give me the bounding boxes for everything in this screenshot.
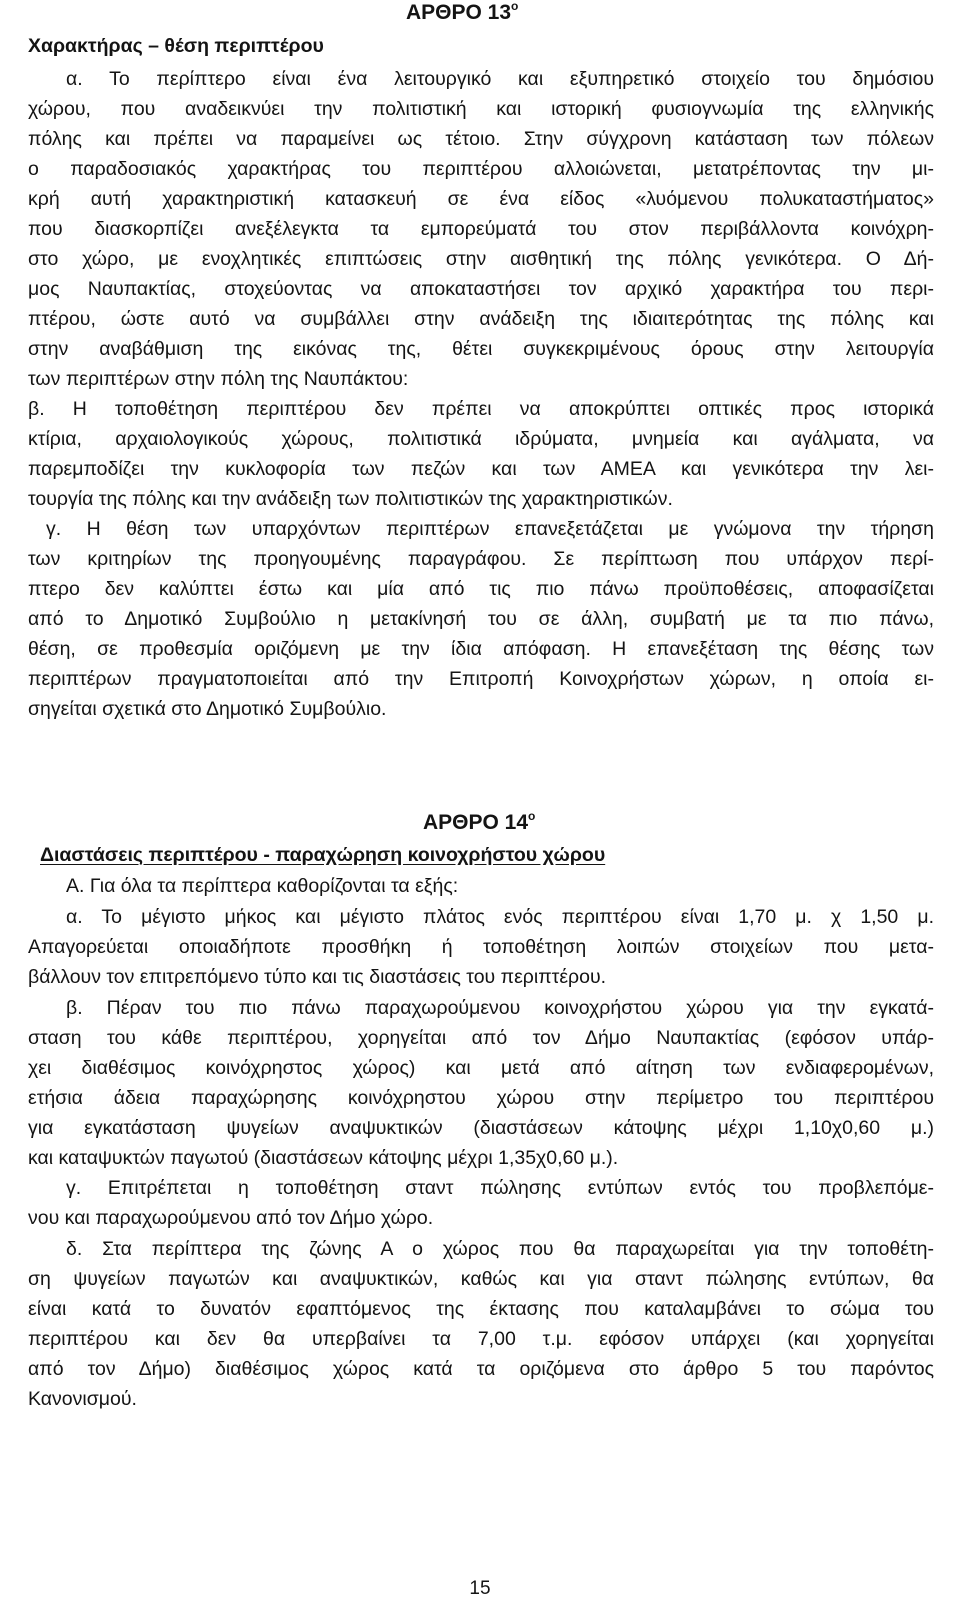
article-14-line: από τον Δήμο) διαθέσιμος χώρος κατά τα οριζόμενα στο άρθρο 5 του παρόντος bbox=[28, 1358, 934, 1380]
article-13-heading: ΑΡΘΡΟ $13^o$ bbox=[406, 0, 519, 24]
article-14-line: σταση του κάθε περιπτέρου, χορηγείται από τον Δήμο Ναυπακτίας (εφόσον υπάρ- bbox=[28, 1027, 934, 1049]
article-14-line: και καταψυκτών παγωτού (διαστάσεων κάτοψης μέχρι 1,35χ0,60 μ.). bbox=[28, 1147, 619, 1169]
article-13-line: των περιπτέρων στην πόλη της Ναυπάκτου: bbox=[28, 368, 409, 390]
article-14-line: Απαγορεύεται οποιαδήποτε προσθήκη ή τοποθέτηση λοιπών στοιχείων που μετα- bbox=[28, 936, 934, 958]
article-13-line: πτερο δεν καλύπτει έστω και μία από τις πιο πάνω προϋποθέσεις, αποφασίζεται bbox=[28, 578, 934, 600]
article-13-subtitle: Χαρακτήρας – θέση περιπτέρου bbox=[28, 35, 324, 57]
article-13-line: πόλης και πρέπει να παραμείνει ως τέτοιο. Στην σύγχρονη κατάσταση των πόλεων bbox=[28, 128, 934, 150]
article-13-line: τουργία της πόλης και την ανάδειξη των πολιτιστικών της χαρακτηριστικών. bbox=[28, 488, 673, 510]
article-13-line: α. Το περίπτερο είναι ένα λειτουργικό και εξυπηρετικό στοιχείο του δημόσιου bbox=[66, 68, 934, 90]
article-13-line: στην αναβάθμιση της εικόνας της, θέτει συγκεκριμένους όρους στην λειτουργία bbox=[28, 338, 934, 360]
article-13-line: ο παραδοσιακός χαρακτήρας του περιπτέρου αλλοιώνεται, μετατρέποντας την μι- bbox=[28, 158, 934, 180]
article-13-line: γ. Η θέση των υπαρχόντων περιπτέρων επανεξετάζεται με γνώμονα την τήρηση bbox=[46, 518, 934, 540]
article-13-line: που διασκορπίζει ανεξέλεγκτα τα εμπορεύματά του στον περιβάλλοντα κοινόχρη- bbox=[28, 218, 934, 240]
article-13-line: στο χώρο, με ενοχλητικές επιπτώσεις στην αισθητική της πόλης γενικότερα. Ο Δή- bbox=[28, 248, 934, 270]
article-13-line: θέση, σε προθεσμία οριζόμενη με την ίδια απόφαση. Η επανεξέταση της θέσης των bbox=[28, 638, 934, 660]
article-14-line: ετήσια άδεια παραχώρησης κοινόχρηστου χώρου στην περίμετρο του περιπτέρου bbox=[28, 1087, 934, 1109]
article-14-line: χει διαθέσιμος κοινόχρηστος χώρος) και μετά από αίτηση των ενδιαφερομένων, bbox=[28, 1057, 934, 1079]
article-14-line: β. Πέραν του πιο πάνω παραχωρούμενου κοινοχρήστου χώρου για την εγκατά- bbox=[66, 997, 934, 1019]
article-13-line: χώρου, που αναδεικνύει την πολιτιστική και ιστορική φυσιογνωμία της ελληνικής bbox=[28, 98, 934, 120]
article-13-line: από το Δημοτικό Συμβούλιο η μετακίνησή του σε άλλη, συμβατή με τα πιο πάνω, bbox=[28, 608, 934, 630]
article-14-line: ση ψυγείων παγωτών και αναψυκτικών, καθώς και για σταντ πώλησης εντύπων, θα bbox=[28, 1268, 934, 1290]
article-14-line: γ. Επιτρέπεται η τοποθέτηση σταντ πώλησης εντύπων εντός του προβλεπόμε- bbox=[66, 1177, 934, 1199]
article-14-subtitle: Διαστάσεις περιπτέρου - παραχώρηση κοινοχρήστου χώρου bbox=[40, 844, 606, 866]
article-14-line: για εγκατάσταση ψυγείων αναψυκτικών (διαστάσεων κάτοψης μέχρι 1,10χ0,60 μ.) bbox=[28, 1117, 934, 1139]
article-14-line: Κανονισμού. bbox=[28, 1388, 137, 1410]
article-14-line: βάλλουν τον επιτρεπόμενο τύπο και τις διαστάσεις του περιπτέρου. bbox=[28, 966, 607, 988]
article-13-line: κρή αυτή χαρακτηριστική κατασκευή σε ένα είδος «λυόμενου πολυκαταστήματος» bbox=[28, 188, 934, 210]
article-13-line: περιπτέρων πραγματοποιείται από την Επιτροπή Κοινοχρήστων χώρων, η οποία ει- bbox=[28, 668, 934, 690]
article-13-line: σηγείται σχετικά στο Δημοτικό Συμβούλιο. bbox=[28, 698, 387, 720]
article-13-line: παρεμποδίζει την κυκλοφορία των πεζών και των ΑΜΕΑ και γενικότερα την λει- bbox=[28, 458, 934, 480]
page-number: 15 bbox=[469, 1578, 491, 1599]
article-14-line: είναι κατά το δυνατόν εφαπτόμενος της έκτασης που καταλαμβάνει το σώμα του bbox=[28, 1298, 934, 1320]
article-14-line: νου και παραχωρούμενου από τον Δήμο χώρο. bbox=[28, 1207, 434, 1229]
article-13-line: πτέρου, ώστε αυτό να συμβάλλει στην ανάδειξη της ιδιαιτερότητας της πόλης και bbox=[28, 308, 934, 330]
article-14-line: α. Το μέγιστο μήκος και μέγιστο πλάτος ενός περιπτέρου είναι 1,70 μ. χ 1,50 μ. bbox=[66, 906, 934, 928]
article-13-line: β. Η τοποθέτηση περιπτέρου δεν πρέπει να αποκρύπτει οπτικές προς ιστορικά bbox=[28, 398, 934, 420]
article-14-line: Α. Για όλα τα περίπτερα καθορίζονται τα εξής: bbox=[66, 875, 459, 897]
article-13-line: κτίρια, αρχαιολογικούς χώρους, πολιτιστικά ιδρύματα, μνημεία και αγάλματα, να bbox=[28, 428, 934, 450]
article-14-line: δ. Στα περίπτερα της ζώνης Α ο χώρος που θα παραχωρείται για την τοποθέτη- bbox=[66, 1238, 934, 1260]
article-14-line: περιπτέρου και δεν θα υπερβαίνει τα 7,00 τ.μ. εφόσον υπάρχει (και χορηγείται bbox=[28, 1328, 934, 1350]
article-14-heading: ΑΡΘΡΟ $14^o$ bbox=[423, 809, 536, 834]
article-13-line: των κριτηρίων της προηγουμένης παραγράφου. Σε περίπτωση που υπάρχον περί- bbox=[28, 548, 934, 570]
article-13-line: μος Ναυπακτίας, στοχεύοντας να αποκαταστήσει τον αρχικό χαρακτήρα του περι- bbox=[28, 278, 934, 300]
